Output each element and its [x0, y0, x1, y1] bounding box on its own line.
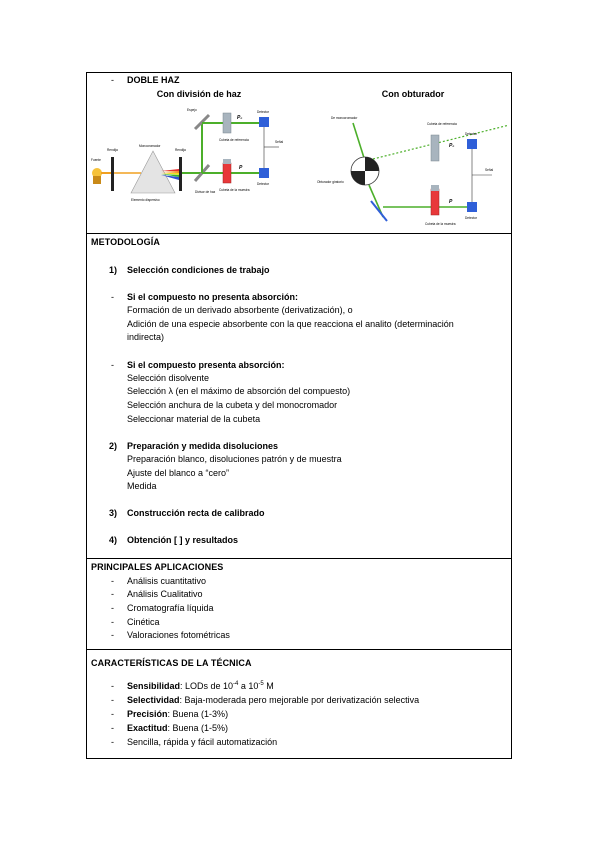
sample-cell [223, 163, 231, 183]
reference-cell [223, 113, 231, 133]
step-4-number: 4) [109, 535, 118, 545]
bullet-dash: - [111, 709, 114, 719]
label-de-monocromador: De monocromador [331, 116, 358, 120]
sensibilidad-exp2: -5 [258, 681, 264, 687]
doble-haz-section [86, 72, 512, 234]
sample-cell [431, 189, 439, 215]
label-monocromador: Monocromador [139, 144, 161, 148]
sensibilidad-item [127, 681, 274, 691]
step-2-line: Ajuste del blanco a “cero” [127, 468, 230, 478]
bullet-dash: - [111, 75, 114, 85]
slit-icon [179, 157, 182, 191]
split-beam-title: Con división de haz [156, 89, 242, 99]
step-4-text: Obtención [ ] y resultados [127, 535, 239, 545]
sencilla-item: Sencilla, rápida y fácil automatización [127, 737, 278, 747]
sensibilidad-pre: : LODs de 10 [180, 681, 234, 691]
bullet-dash: - [111, 695, 114, 705]
bullet-dash: - [111, 617, 114, 627]
exactitud-text: : Buena (1-5%) [167, 723, 229, 733]
chopper-blade [365, 157, 379, 171]
caracteristicas-section [86, 649, 512, 759]
step-1-number: 1) [109, 265, 118, 275]
precision-label: Precisión [127, 709, 168, 719]
bullet-dash: - [111, 589, 114, 599]
sensibilidad-label: Sensibilidad [127, 681, 181, 691]
step-2-line: Preparación blanco, disoluciones patrón y de muestra [127, 454, 342, 464]
split-beam-diagram [89, 85, 289, 230]
step-3-number: 3) [109, 508, 118, 518]
label-fuente: Fuente [91, 158, 101, 162]
no-absorcion-line: Adición de una especie absorbente con la que reacciona el analito (determinación [127, 319, 454, 329]
label-p0: P₀ [237, 115, 243, 121]
aplicacion-item: Análisis cuantitativo [127, 576, 207, 586]
aplicacion-item: Análisis Cualitativo [127, 589, 203, 599]
no-absorcion-heading: Si el compuesto no presenta absorción: [127, 292, 299, 302]
label-salida-r: Señal [485, 168, 494, 172]
chopper-diagram [317, 85, 507, 230]
label-rendija-2: Rendija [175, 148, 186, 152]
step-1-text: Selección condiciones de trabajo [127, 265, 270, 275]
bullet-dash: - [111, 292, 114, 302]
selectividad-item [127, 695, 419, 705]
label-celda-referencia-r: Cubeta de referencia [427, 122, 457, 126]
doble-haz-heading: DOBLE HAZ [127, 75, 180, 85]
green-beam-dashed [373, 124, 507, 159]
label-espejo: Espejo [187, 108, 197, 112]
sensibilidad-exp1: -4 [233, 681, 239, 687]
green-beam [353, 123, 365, 161]
label-divisor: Divisor de haz [195, 190, 216, 194]
aplicacion-item: Valoraciones fotométricas [127, 630, 230, 640]
label-rendija: Rendija [107, 148, 118, 152]
step-2-text: Preparación y medida disoluciones [127, 441, 279, 451]
detector-top-icon [259, 117, 269, 127]
step-2-number: 2) [109, 441, 118, 451]
no-absorcion-line: Formación de un derivado absorbente (derivatización), o [127, 305, 353, 315]
absorcion-line: Selección disolvente [127, 373, 210, 383]
detector-bottom-icon [259, 168, 269, 178]
aplicaciones-title: PRINCIPALES APLICACIONES [91, 562, 224, 572]
bullet-dash: - [111, 630, 114, 640]
label-detector-bottom-r: Detector [465, 216, 478, 220]
label-salida: Señal [275, 140, 284, 144]
chopper-title: Con obturador [381, 89, 445, 99]
precision-item [127, 709, 228, 719]
metodologia-title: METODOLOGÍA [91, 237, 160, 247]
detector-top-icon [467, 139, 477, 149]
selectividad-text: : Baja-moderada pero mejorable por derivatización selectiva [179, 695, 420, 705]
absorcion-line: Selección anchura de la cubeta y del monocromador [127, 400, 338, 410]
step-3-text: Construcción recta de calibrado [127, 508, 265, 518]
bullet-dash: - [111, 360, 114, 370]
detector-bottom-icon [467, 202, 477, 212]
bullet-dash: - [111, 681, 114, 691]
aplicaciones-section [86, 558, 512, 650]
exactitud-label: Exactitud [127, 723, 168, 733]
label-detector-top: Detector [257, 110, 270, 114]
absorcion-line: Seleccionar material de la cubeta [127, 414, 261, 424]
reference-cell [431, 135, 439, 161]
aplicacion-item: Cromatografía líquida [127, 603, 214, 613]
label-p-r: P [449, 199, 453, 205]
spectrum-red [161, 169, 179, 171]
caracteristicas-title: CARACTERÍSTICAS DE LA TÉCNICA [91, 658, 252, 668]
chopper-blade [351, 171, 365, 185]
absorcion-line: Selección λ (en el máximo de absorción del compuesto) [127, 386, 351, 396]
bullet-dash: - [111, 576, 114, 586]
aplicacion-item: Cinética [127, 617, 160, 627]
label-detector-bottom: Detector [257, 182, 270, 186]
label-p: P [239, 165, 243, 171]
sample-cell-top [431, 185, 439, 191]
label-celda-referencia: Cubeta de referencia [219, 138, 249, 142]
absorcion-heading: Si el compuesto presenta absorción: [127, 360, 285, 370]
label-celda-muestra-r: Cubeta de la muestra [425, 222, 456, 226]
mirror-icon [371, 201, 387, 221]
label-celda-muestra: Cubeta de la muestra [219, 188, 250, 192]
bullet-dash: - [111, 737, 114, 747]
precision-text: : Buena (1-3%) [167, 709, 229, 719]
exactitud-item [127, 723, 228, 733]
label-obturador: Obturador giratorio [317, 180, 344, 184]
slit-icon [111, 157, 114, 191]
sensibilidad-post: M [263, 681, 274, 691]
sensibilidad-mid: a 10 [238, 681, 259, 691]
no-absorcion-line: indirecta) [127, 332, 165, 342]
label-elemento-dispersivo: Elemento dispersivo [131, 198, 160, 202]
bullet-dash: - [111, 603, 114, 613]
label-detector-top-r: Detector [465, 132, 478, 136]
sample-cell-top [223, 159, 231, 164]
bullet-dash: - [111, 723, 114, 733]
label-p0-r: P₀ [449, 143, 455, 149]
selectividad-label: Selectividad [127, 695, 180, 705]
metodologia-section [86, 233, 512, 559]
lamp-base-icon [93, 176, 101, 184]
step-2-line: Medida [127, 481, 157, 491]
